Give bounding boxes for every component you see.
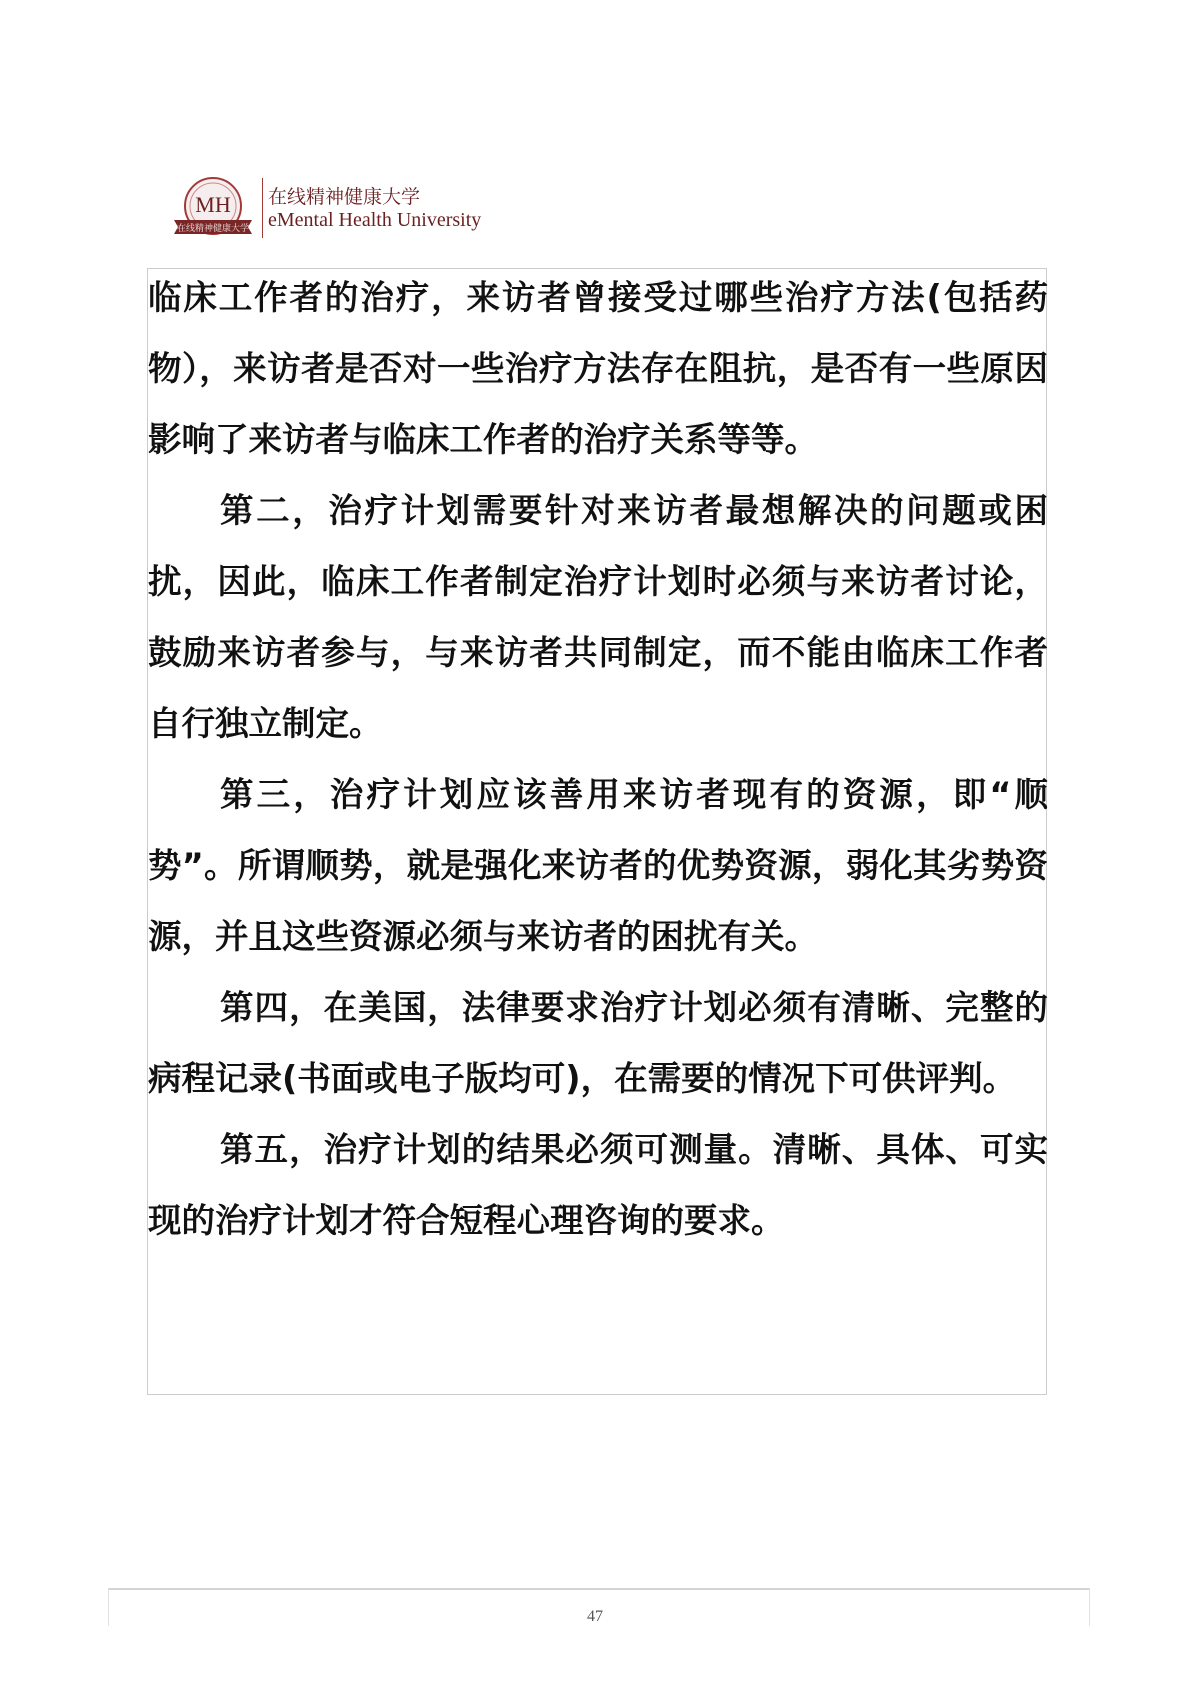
- university-name-cn: 在线精神健康大学: [268, 186, 421, 208]
- logo-ribbon-text: 在线精神健康大学: [176, 224, 250, 234]
- university-name-en: eMental Health University: [268, 209, 482, 231]
- mh-emblem-icon: [174, 176, 252, 242]
- paragraph-continuation: 临床工作者的治疗，来访者曾接受过哪些治疗方法(包括药物），来访者是否对一些治疗方法存在阻抗，是否有一些原因影响了来访者与临床工作者的治疗关系等等。: [148, 278, 1048, 459]
- paragraph-fourth-point: 第四，在美国，法律要求治疗计划必须有清晰、完整的病程记录(书面或电子版均可)，在需要的情况下可供评判。: [148, 988, 1048, 1098]
- logo-letters: MH: [195, 192, 231, 217]
- logo-divider: [262, 178, 263, 238]
- page-number: 47: [587, 1608, 603, 1625]
- university-logo: [170, 174, 500, 246]
- body-text: [148, 262, 1048, 1256]
- paragraph-third-point: 第三，治疗计划应该善用来访者现有的资源，即“顺势”。所谓顺势，就是强化来访者的优势资源，弱化其劣势资源，并且这些资源必须与来访者的困扰有关。: [148, 775, 1048, 956]
- paragraph-fifth-point: 第五，治疗计划的结果必须可测量。清晰、具体、可实现的治疗计划才符合短程心理咨询的要求。: [148, 1130, 1048, 1240]
- paragraph-second-point: 第二，治疗计划需要针对来访者最想解决的问题或困扰，因此，临床工作者制定治疗计划时必须与来访者讨论，鼓励来访者参与，与来访者共同制定，而不能由临床工作者自行独立制定。: [148, 491, 1048, 743]
